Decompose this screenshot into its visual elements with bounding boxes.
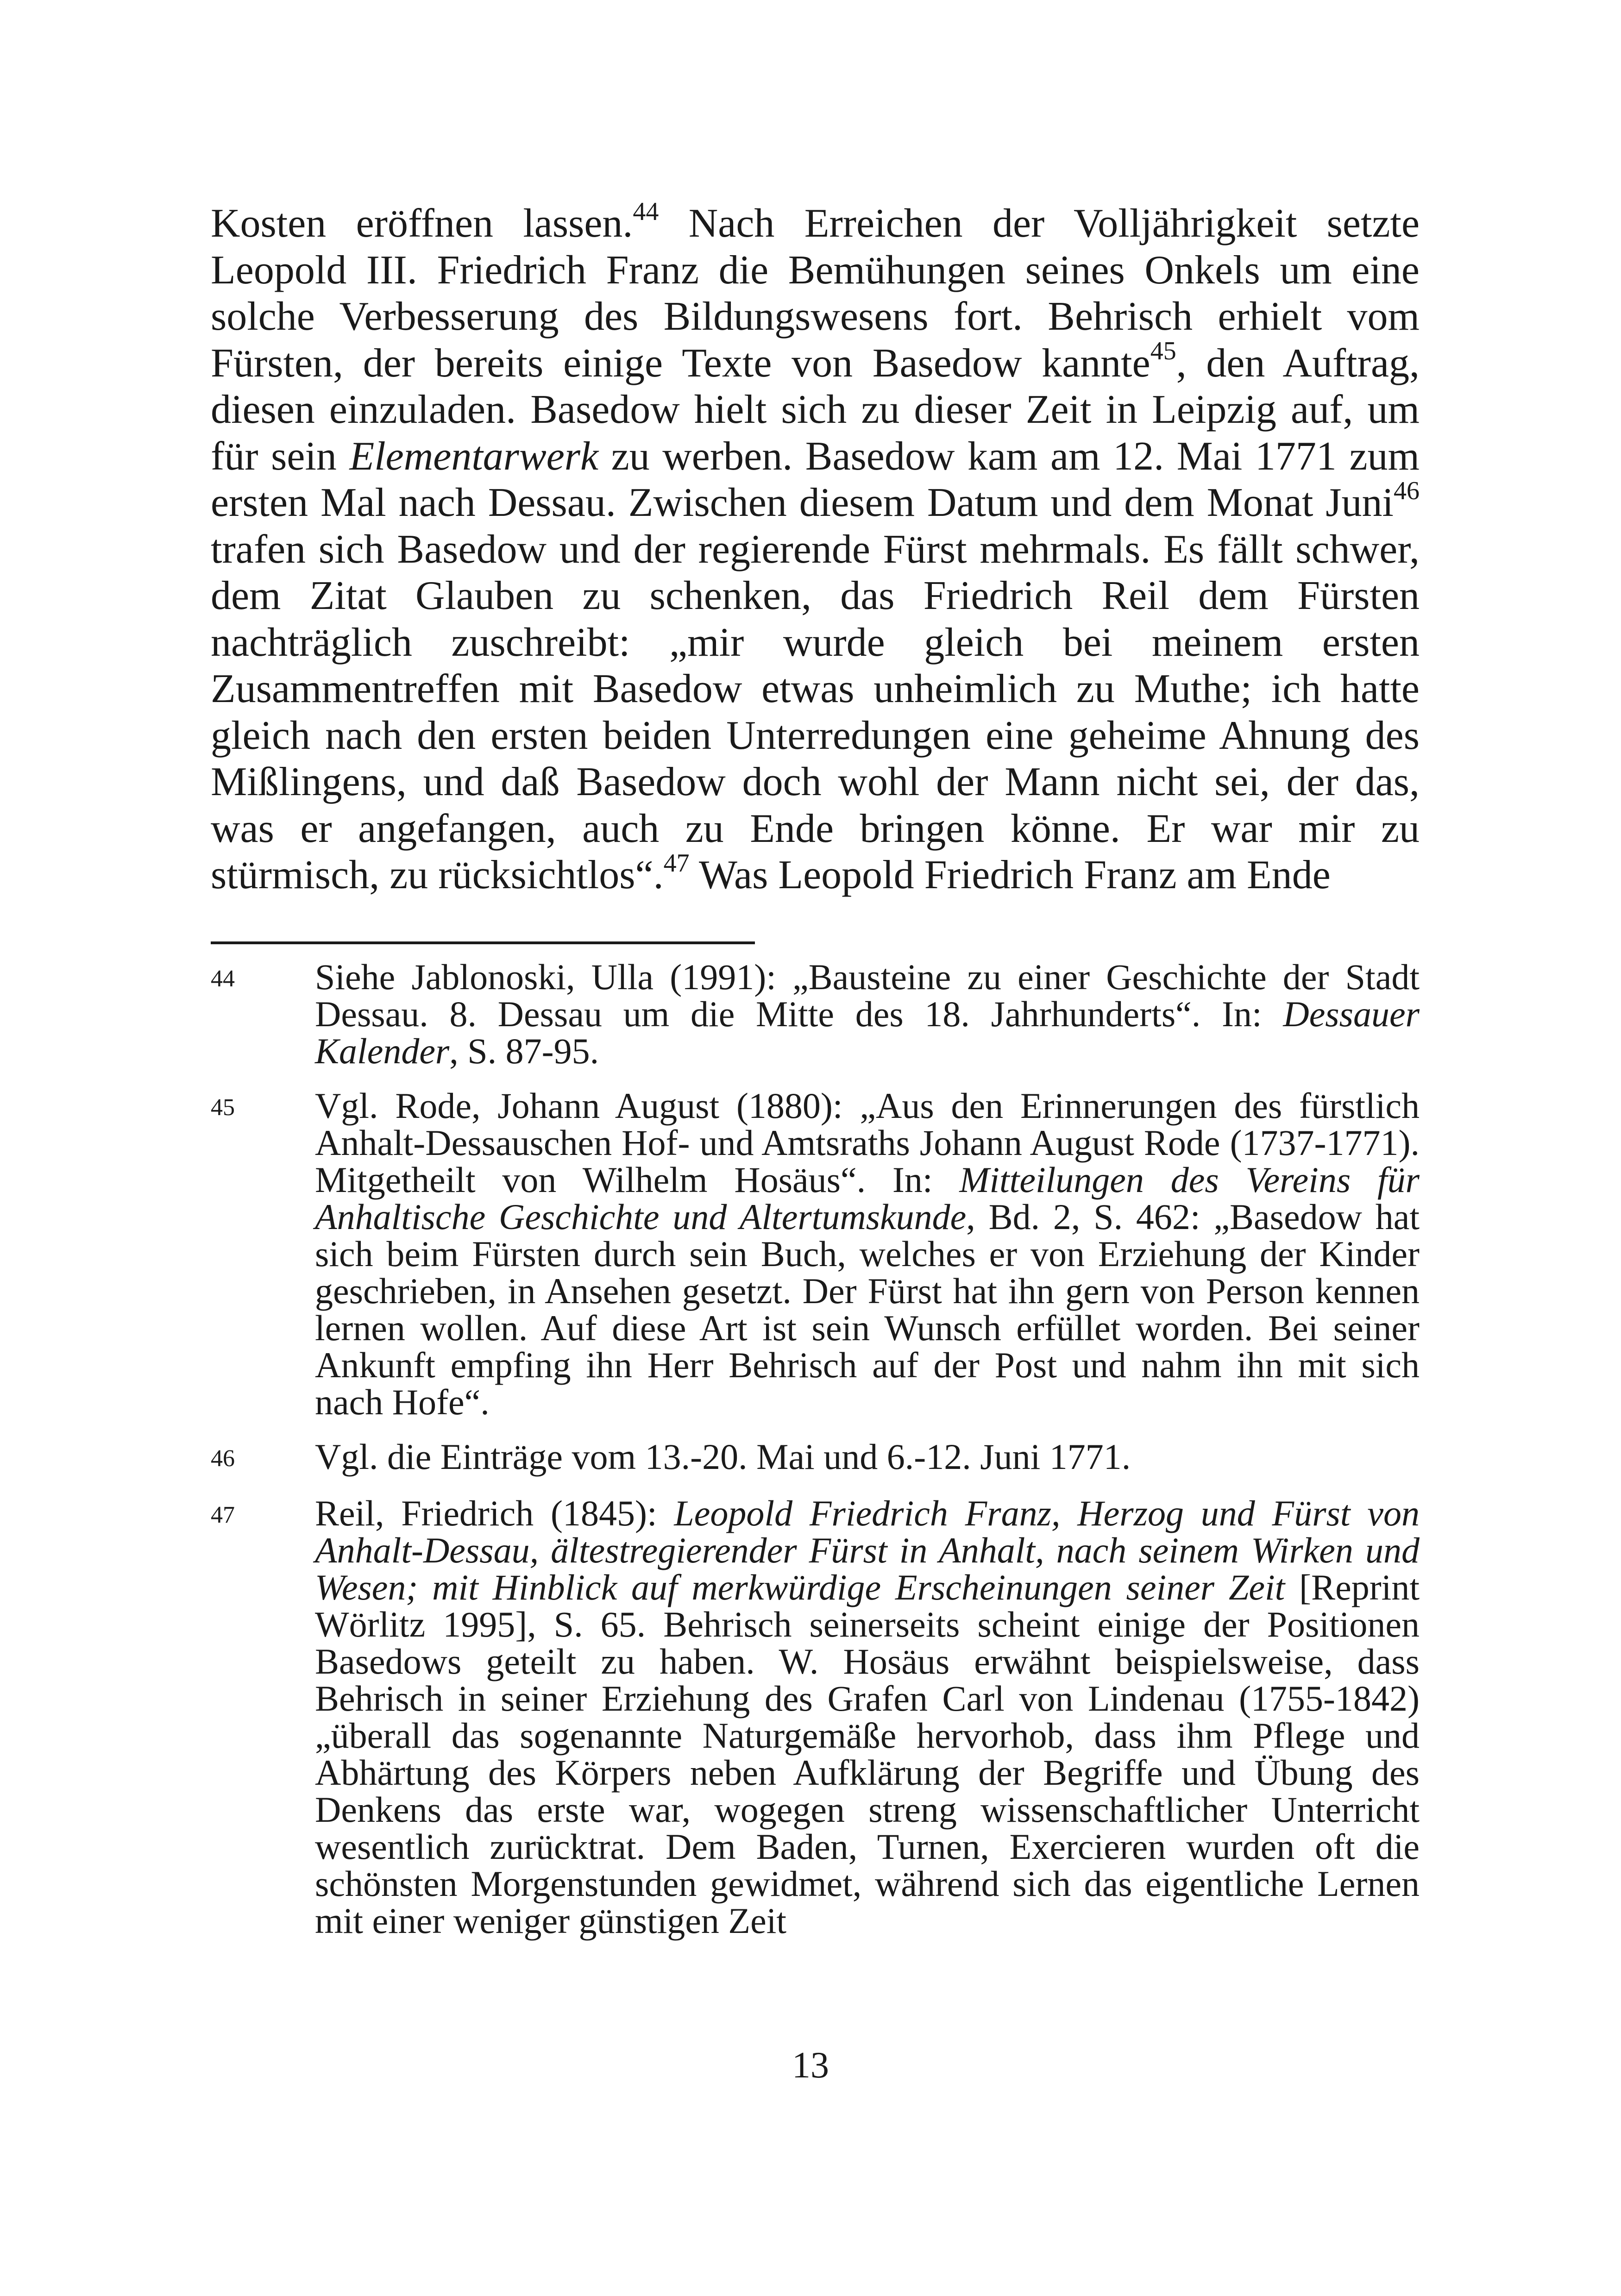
footnote-text-segment: Siehe Jablonoski, Ulla (1991): „Bausteine zu einer Geschichte der Stadt Dessau. 8. Dessau um die Mitte des 18. Jahrhunderts“. In:: [315, 957, 1420, 1034]
footnote-text-segment: , S. 87-95.: [449, 1031, 599, 1071]
body-text-segment: zu werben. Basedow kam am 12. Mai 1771 zum ersten Mal nach Dessau. Zwischen diesem Datum und dem Monat Juni: [211, 433, 1420, 525]
footnote-text: [315, 1438, 1420, 1477]
italic-title: Elementarwerk: [349, 433, 599, 479]
body-paragraph: [211, 197, 1420, 899]
body-text: [211, 197, 1420, 899]
page-number: 13: [792, 2045, 829, 2086]
footnote-number: 46: [211, 1445, 235, 1472]
italic-title: Dessauer Kalender: [315, 994, 1420, 1071]
footnote-text-segment: Reil, Friedrich (1845):: [315, 1493, 674, 1533]
footnote-text: [315, 1087, 1420, 1421]
italic-title: Mitteilungen des Vereins für Anhaltische Geschichte und Altertumskunde: [315, 1160, 1420, 1237]
body-text-segment: , den Auftrag, diesen einzuladen. Basedow hielt sich zu dieser Zeit in Leipzig auf, um für sein: [211, 340, 1420, 479]
footnotes: [211, 959, 1420, 1957]
italic-title: Leopold Friedrich Franz, Herzog und Fürst von Anhalt-Dessau, ältestregierender Fürst in Anhalt, nach seinem Wirken und Wesen; mit Hinblick auf merkwürdige Erscheinungen seiner Zeit: [315, 1493, 1420, 1607]
footnote-47: [211, 1495, 1420, 1939]
footnote-44: [211, 959, 1420, 1070]
footnote-text: [315, 1495, 1420, 1939]
body-text-segment: trafen sich Basedow und der regierende Fürst mehrmals. Es fällt schwer, dem Zitat Glauben zu schenken, das Friedrich Reil dem Fürsten nachträglich zuschreibt: „mir wurde gleich bei meinem ersten Zusammentreffen mit Basedow etwas unheimlich zu Muthe; ich hatte gleich nach den ersten beiden Unterredungen eine geheime Ahnung des Mißlingens, und daß Basedow doch wohl der Mann nicht sei, der das, was er angefangen, auch zu Ende bringen könne. Er war mir zu stürmisch, zu rücksichtlos“.: [211, 527, 1420, 897]
footnote-45: [211, 1087, 1420, 1421]
footnote-ref-45[interactable]: 45: [1150, 337, 1176, 366]
footnote-text-segment: [Reprint Wörlitz 1995], S. 65. Behrisch seinerseits scheint einige der Positionen Basedows geteilt zu haben. W. Hosäus erwähnt beispielsweise, dass Behrisch in seiner Erziehung des Grafen Carl von Lindenau (1755-1842) „überall das sogenannte Naturgemäße hervorhob, dass ihm Pflege und Abhärtung des Körpers neben Aufklärung der Begriffe und Übung des Denkens das erste war, wogegen streng wissenschaftlicher Unterricht wesentlich zurücktrat. Dem Baden, Turnen, Exercieren wurden oft die schönsten Morgenstunden gewidmet, während sich das eigentliche Lernen mit einer weniger günstigen Zeit: [315, 1567, 1420, 1941]
footnote-ref-46[interactable]: 46: [1394, 476, 1420, 505]
footnote-text: [315, 959, 1420, 1070]
footnote-number: 45: [211, 1094, 235, 1121]
body-text-segment: Kosten eröffnen lassen.: [211, 201, 633, 246]
footnote-ref-47[interactable]: 47: [663, 848, 690, 878]
footnote-text-segment: Vgl. die Einträge vom 13.-20. Mai und 6.-12. Juni 1771.: [315, 1437, 1131, 1477]
footnote-ref-44[interactable]: 44: [633, 197, 659, 226]
footnote-46: [211, 1438, 1420, 1477]
footnote-separator: [211, 941, 755, 944]
footnote-number: 44: [211, 966, 235, 992]
footnote-number: 47: [211, 1502, 235, 1528]
footnote-text-segment: , Bd. 2, S. 462: „Basedow hat sich beim Fürsten durch sein Buch, welches er von Erziehung der Kinder geschrieben, in Ansehen gesetzt. Der Fürst hat ihn gern von Person kennen lernen wollen. Auf diese Art ist sein Wunsch erfüllet worden. Bei seiner Ankunft empfing ihn Herr Behrisch auf der Post und nahm ihn mit sich nach Hofe“.: [315, 1197, 1420, 1422]
body-text-segment: Nach Erreichen der Volljährigkeit setzte Leopold III. Friedrich Franz die Bemühungen seines Onkels um eine solche Verbesserung des Bildungswesens fort. Behrisch erhielt vom Fürsten, der bereits einige Texte von Basedow kannte: [211, 201, 1420, 386]
body-text-segment: Was Leopold Friedrich Franz am Ende: [689, 853, 1331, 897]
footnote-text-segment: Vgl. Rode, Johann August (1880): „Aus den Erinnerungen des fürstlich Anhalt-Dessauschen Hof- und Amtsraths Johann August Rode (1737-1771). Mitgetheilt von Wilhelm Hosäus“. In:: [315, 1085, 1420, 1200]
